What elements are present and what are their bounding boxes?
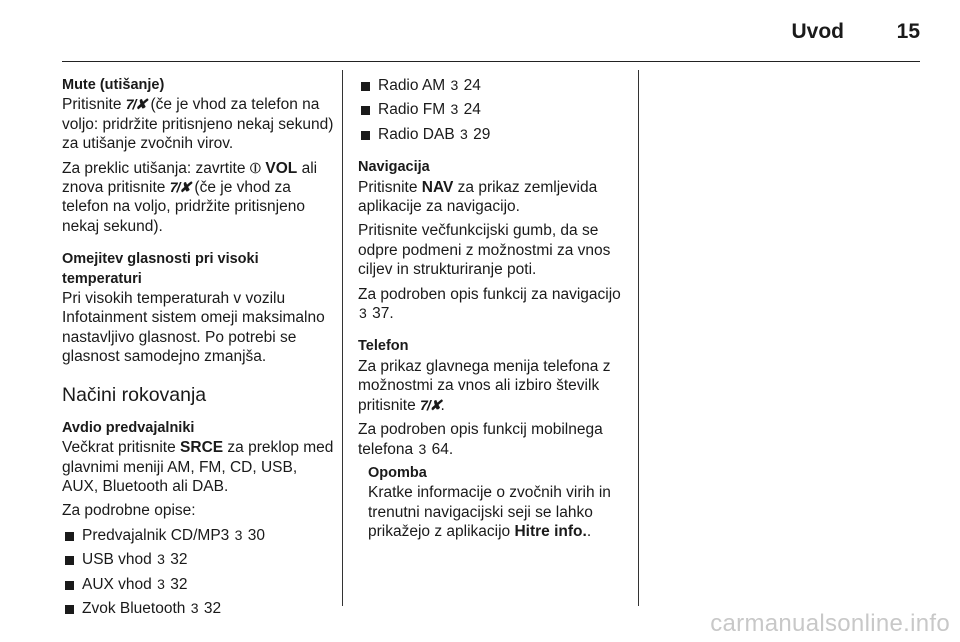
list-item: Predvajalnik CD/MP3 3 30 xyxy=(62,526,334,545)
page-ref-icon: 3 xyxy=(157,551,165,568)
power-icon: ⦶ xyxy=(249,159,262,177)
list-item: Radio FM 3 24 xyxy=(358,100,632,119)
page-ref-icon: 3 xyxy=(359,305,367,322)
mute-heading: Mute (utišanje) xyxy=(62,77,165,93)
details-intro: Za podrobne opise: xyxy=(62,502,196,520)
section-title: Načini rokovanja xyxy=(62,383,207,406)
phone-mute-icon: 7/✘ xyxy=(420,396,441,413)
note-heading: Opomba xyxy=(368,464,427,481)
list-item: Zvok Bluetooth 3 32 xyxy=(62,599,334,618)
phone-mute-icon: 7/✘ xyxy=(125,96,147,113)
telephone-paragraph-1: Za prikaz glavnega menija telefona z možnostmi za vnos ali izbiro številk pritisnite 7/✘. xyxy=(358,357,611,414)
list-item: Radio AM 3 24 xyxy=(358,76,632,95)
list-item: Radio DAB 3 29 xyxy=(358,125,632,144)
navigation-paragraph-2: Pritisnite večfunkcijski gumb, da se odpre podmeni z možnostmi za vnos ciljev in strukturiranje poti. xyxy=(358,222,611,279)
temperature-heading: Omejitev glasnosti pri visoki temperaturi xyxy=(62,251,259,287)
telephone-paragraph-2: Za podroben opis funkcij mobilnega telefona 3 64. xyxy=(358,421,603,458)
column-left xyxy=(62,76,334,623)
audio-paragraph: Večkrat pritisnite SRCE za preklop med glavnimi meniji AM, FM, CD, USB, AUX, Bluetooth ali DAB. xyxy=(62,439,334,495)
mute-paragraph-1: Pritisnite 7/✘ (če je vhod za telefon na voljo: pridržite pritisnjeno nekaj sekund) za utišanje zvočnih virov. xyxy=(62,96,334,153)
navigation-paragraph-3: Za podroben opis funkcij za navigacijo 3 37. xyxy=(358,285,621,323)
telephone-heading: Telefon xyxy=(358,338,409,355)
column-middle xyxy=(358,76,632,547)
chapter-title: Uvod xyxy=(791,20,844,43)
page-ref-icon: 3 xyxy=(450,101,459,118)
list-item: USB vhod 3 32 xyxy=(62,550,334,569)
phone-mute-icon: 7/✘ xyxy=(169,179,191,196)
page-ref-icon: 3 xyxy=(450,77,459,93)
page-header xyxy=(62,0,920,62)
page-ref-icon: 3 xyxy=(190,599,199,616)
watermark: carmanualsonline.info xyxy=(710,610,950,637)
audio-heading: Avdio predvajalniki xyxy=(62,419,195,436)
mute-paragraph-2: Za preklic utišanja: zavrtite ⦶ VOL ali znova pritisnite 7/✘ (če je vhod za telefon na voljo, pridržite pritisnjeno nekaj sekund). xyxy=(62,159,318,235)
page-ref-icon: 3 xyxy=(460,125,468,142)
page-number: 15 xyxy=(896,20,920,43)
navigation-paragraph-1: Pritisnite NAV za prikaz zemljevida aplikacije za navigacijo. xyxy=(358,178,598,216)
note-paragraph: Kratke informacije o zvočnih virih in trenutni navigacijski seji se lahko prikažejo z aplikacijo Hitre info.. xyxy=(368,484,611,541)
page-ref-icon: 3 xyxy=(234,526,243,543)
navigation-heading: Navigacija xyxy=(358,159,430,176)
column-divider-1 xyxy=(342,70,343,606)
note-block xyxy=(368,464,632,542)
temperature-paragraph: Pri visokih temperaturah v vozilu Infotainment sistem omeji maksimalno nastavljivo glasnost. Po potrebi se glasnost samodejno zmanjša. xyxy=(62,290,325,366)
list-item: AUX vhod 3 32 xyxy=(62,575,334,594)
page-ref-icon: 3 xyxy=(418,440,427,457)
page-ref-icon: 3 xyxy=(157,575,165,592)
header-rule xyxy=(62,61,920,62)
column-divider-2 xyxy=(638,70,639,606)
